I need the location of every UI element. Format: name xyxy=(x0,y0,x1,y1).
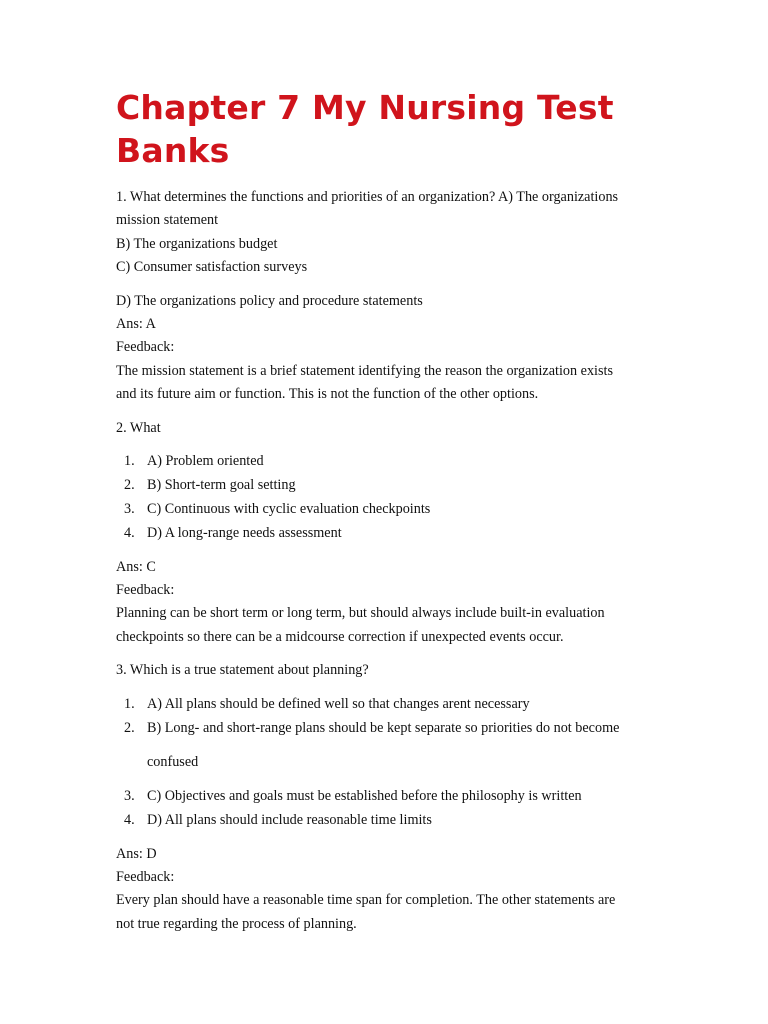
question-2-feedback-line-2: checkpoints so there can be a midcourse correction if unexpected events occur. xyxy=(116,628,564,645)
option-number: 3. xyxy=(124,787,135,804)
list-item xyxy=(116,522,656,546)
option-text: B) Long- and short-range plans should be kept separate so priorities do not become xyxy=(147,719,620,736)
option-number: 4. xyxy=(124,524,135,541)
question-2-options xyxy=(116,450,656,545)
option-text: A) All plans should be defined well so that changes arent necessary xyxy=(147,696,530,713)
question-3-feedback-line-1: Every plan should have a reasonable time span for completion. The other statements are xyxy=(116,892,616,909)
question-3-feedback-line-2: not true regarding the process of planning. xyxy=(116,915,357,932)
question-1-text-line-2: mission statement xyxy=(116,212,219,229)
question-2-feedback-label: Feedback: xyxy=(116,582,175,599)
question-1-feedback-label: Feedback: xyxy=(116,339,175,356)
question-3-answer: Ans: D xyxy=(116,845,157,862)
question-3-feedback-label: Feedback: xyxy=(116,869,175,886)
list-item xyxy=(116,693,656,717)
option-text: D) All plans should include reasonable time limits xyxy=(147,811,432,828)
list-item xyxy=(116,717,656,741)
option-number: 4. xyxy=(124,811,135,828)
option-number: 2. xyxy=(124,477,135,494)
question-2-answer: Ans: C xyxy=(116,558,156,575)
question-1-feedback-line-1: The mission statement is a brief statement identifying the reason the organization exists xyxy=(116,362,613,379)
document-page xyxy=(116,86,656,936)
question-3-options-continued xyxy=(116,785,656,832)
question-1-option-d: D) The organizations policy and procedure statements xyxy=(116,292,423,309)
option-text: A) Problem oriented xyxy=(147,453,264,470)
question-1 xyxy=(116,186,656,406)
question-1-text-line-1: 1. What determines the functions and priorities of an organization? A) The organizations xyxy=(116,189,619,205)
question-2-text: 2. What xyxy=(116,419,161,436)
list-item xyxy=(116,474,656,498)
question-1-feedback-line-2: and its future aim or function. This is not the function of the other options. xyxy=(116,385,539,402)
option-text: C) Objectives and goals must be established before the philosophy is written xyxy=(147,787,582,804)
option-continuation: confused xyxy=(147,754,199,771)
question-3-options xyxy=(116,693,656,740)
question-1-answer: Ans: A xyxy=(116,315,156,332)
option-number: 1. xyxy=(124,696,135,713)
list-item xyxy=(116,450,656,474)
option-text: C) Continuous with cyclic evaluation checkpoints xyxy=(147,500,431,517)
question-3 xyxy=(116,659,656,936)
question-1-option-c: C) Consumer satisfaction surveys xyxy=(116,258,308,275)
list-item xyxy=(116,809,656,833)
option-text: B) Short-term goal setting xyxy=(147,477,296,494)
list-item xyxy=(116,785,656,809)
option-number: 1. xyxy=(124,453,135,470)
question-2 xyxy=(116,417,656,649)
question-1-option-b: B) The organizations budget xyxy=(116,235,278,252)
page-title: Chapter 7 My Nursing Test Banks xyxy=(116,88,614,170)
list-item xyxy=(116,498,656,522)
option-text: D) A long-range needs assessment xyxy=(147,524,342,541)
question-2-feedback-line-1: Planning can be short term or long term, but should always include built-in evaluation xyxy=(116,605,605,622)
option-number: 2. xyxy=(124,719,135,736)
option-number: 3. xyxy=(124,500,135,517)
question-3-text: 3. Which is a true statement about planning? xyxy=(116,662,369,679)
